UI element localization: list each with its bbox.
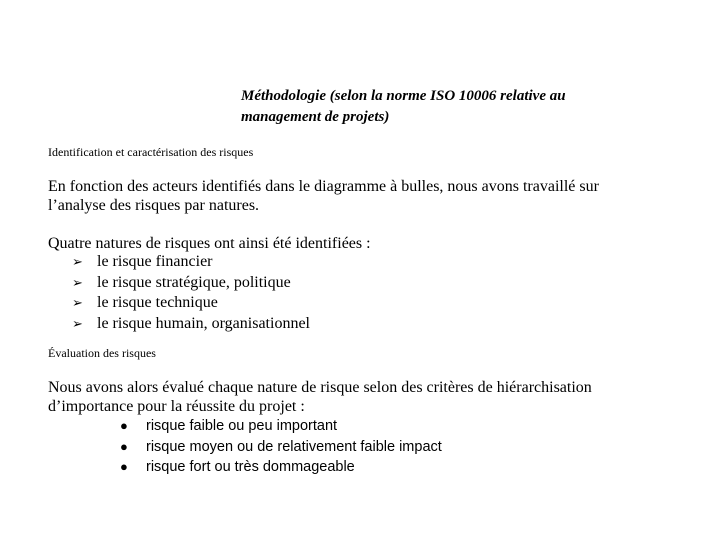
list-item	[120, 416, 442, 437]
arrow-bullet-icon: ➢	[72, 255, 83, 270]
list-item	[72, 293, 310, 314]
arrow-bullet-icon: ➢	[72, 316, 83, 332]
list-item-label: le risque stratégique, politique	[97, 273, 291, 291]
section-heading-evaluation: Évaluation des risques	[48, 346, 156, 360]
list-item	[120, 437, 442, 458]
list-item-label: le risque technique	[97, 294, 218, 311]
list-item-label: le risque humain, organisationnel	[97, 314, 310, 332]
paragraph-analysis: En fonction des acteurs identifiés dans le diagramme à bulles, nous avons travaillé sur l’analyse des risques par natures.	[48, 178, 599, 214]
list-item	[72, 273, 310, 294]
section-heading-identification: Identification et caractérisation des risques	[48, 145, 254, 159]
list-item	[120, 457, 442, 478]
risk-nature-list	[72, 252, 310, 334]
risk-level-list	[120, 416, 442, 478]
list-item	[72, 252, 310, 273]
dot-bullet-icon: ●	[120, 459, 128, 474]
list-item-label: le risque financier	[97, 253, 213, 270]
dot-bullet-icon: ●	[120, 418, 128, 433]
paragraph-evaluation: Nous avons alors évalué chaque nature de risque selon des critères de hiérarchisation d’importance pour la réussite du projet :	[48, 379, 592, 415]
arrow-bullet-icon: ➢	[72, 275, 83, 291]
dot-bullet-icon: ●	[120, 438, 128, 454]
paragraph-risk-natures: Quatre natures de risques ont ainsi été identifiées :	[48, 235, 371, 252]
list-item-label: risque fort ou très dommageable	[146, 459, 355, 475]
list-item	[72, 314, 310, 335]
list-item-label: risque faible ou peu important	[146, 418, 338, 434]
arrow-bullet-icon: ➢	[72, 296, 83, 311]
list-item-label: risque moyen ou de relativement faible impact	[146, 438, 442, 455]
page-title: Méthodologie (selon la norme ISO 10006 relative au management de projets)	[241, 88, 566, 125]
